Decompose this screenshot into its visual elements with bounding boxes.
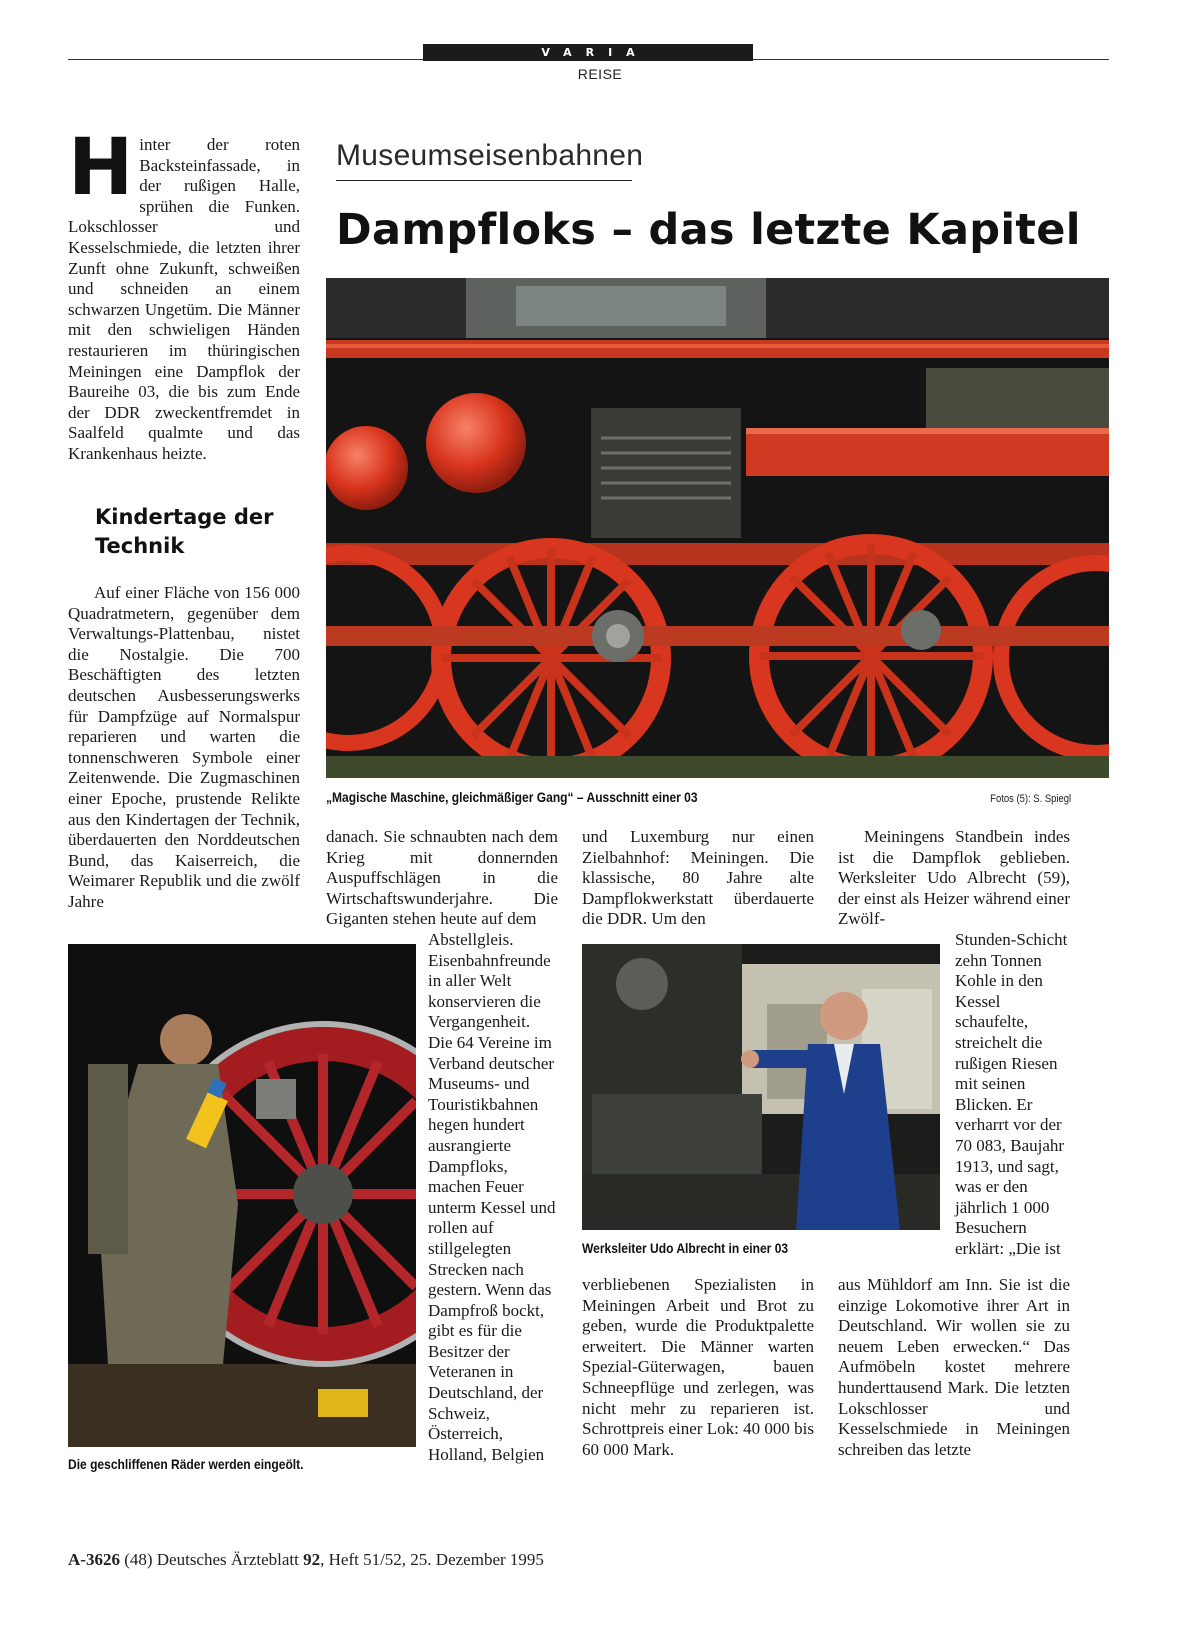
column-2-text-top: danach. Sie schnaubten nach dem Krieg mit donnernden Auspuffschlägen in die Wirtschaftswunderjahre. Die Giganten stehen heute auf dem (326, 827, 558, 929)
article-kicker: Museumseisenbahnen (336, 139, 644, 172)
column-4-text-bottom: aus Mühldorf am Inn. Sie ist die einzige Lokomotive ihrer Art in Deutschland. Wir wollen sie zu neuem Leben erwecken.“ Das Aufmöbeln kostet mehrere hunderttausend Mark. Die letzten Lokschlosser und Kesselschmiede in Meiningen schreiben das letzte (838, 1275, 1070, 1459)
column-4-text-middle: Stunden-Schicht zehn Tonnen Kohle in den Kessel schaufelte, streichelt die rußigen Riesen mit seinen Blicken. Er verharrt vor der 70 083, Baujahr 1913, und sagt, was er den jährlich 1 000 Besuchern erklärt: „Die ist (955, 930, 1068, 1258)
main-photo-caption: „Magische Maschine, gleichmäßiger Gang“ – Ausschnitt einer 03 (326, 789, 698, 805)
photo-works-manager (582, 944, 940, 1230)
column-3-text-top: und Luxemburg nur einen Zielbahnhof: Meiningen. Die klassische, 80 Jahre alte Dampflokwerkstatt überdauerte die DDR. Um den (582, 827, 814, 929)
column-4-text-top: Meiningens Standbein indes ist die Dampflok geblieben. Werksleiter Udo Albrecht (59), der einst als Heizer während einer Zwölf- (838, 827, 1070, 929)
wheel-photo-caption: Die geschliffenen Räder werden eingeölt. (68, 1456, 304, 1472)
photo-wheel-oiling (68, 944, 416, 1447)
page-number: A-3626 (68, 1550, 120, 1569)
column-2-text-bottom: Abstellgleis. Eisenbahnfreunde in aller Welt konservieren die Vergangenheit. Die 64 Vereine im Verband deutscher Museums- und Touristikbahnen hegen hundert ausrangierte Dampfloks, machen Feuer unterm Kessel und rollen auf stillgelegten Strecken nach gestern. Wenn das Dampfroß bockt, gibt es für die Besitzer der Veteranen in Deutschland, der Schweiz, Österreich, Holland, Belgien (428, 930, 556, 1464)
worker-wheel-illustration (68, 944, 416, 1447)
section-label: VARIA (423, 44, 753, 61)
column-3-text-bottom: verbliebenen Spezialisten in Meiningen Arbeit und Brot zu geben, wurde die Produktpalette erweitert. Die Männer warten Spezial-Güterwagen, bauen Schneepflüge und zerlegen, was nicht mehr zu reparieren ist. Schrottpreis einer Lok: 40 000 bis 60 000 Mark. (582, 1275, 814, 1459)
journal-issue-date: , Heft 51/52, 25. Dezember 1995 (320, 1550, 544, 1569)
column-1-text: Auf einer Fläche von 156 000 Quadratmetern, gegenüber dem Verwaltungs-Plattenbau, nistet die Nostalgie. Die 700 Beschäftigten des letzten deutschen Ausbesserungswerks für Dampfzüge auf Normalspur reparieren und warten die tonnenschweren Symbole einer Zeitenwende. Die Zugmaschinen einer Epoche, prustende Relikte aus den Kindertagen der Technik, überdauerten den Norddeutschen Bund, das Kaiserreich, die Weimarer Republik und die zwölf Jahre (68, 583, 300, 911)
drop-cap: H (68, 123, 134, 213)
intro-text: inter der roten Backsteinfassade, in der rußigen Halle, sprühen die Funken. Lokschlosser und Kesselschmiede, die letzten ihrer Zunft ohne Zukunft, schweißen und schneiden an einem schwarzen Ungetüm. Die Männer mit den schwieligen Händen restaurieren im thüringischen Meiningen eine Dampflok der Baureihe 03, die bis zum Ende der DDR zweckentfremdet in Saalfeld qualmte und das Krankenhaus heizte. (68, 135, 300, 463)
main-photo-locomotive (326, 278, 1109, 778)
manager-photo-caption: Werksleiter Udo Albrecht in einer 03 (582, 1240, 789, 1256)
manager-illustration (582, 944, 940, 1230)
photo-credit: Fotos (5): S. Spiegl (990, 793, 1071, 805)
journal-issue-prefix: (48) Deutsches Ärzteblatt (124, 1550, 299, 1569)
article-title: Dampfloks – das letzte Kapitel (336, 205, 1081, 255)
intro-paragraph (68, 123, 300, 465)
journal-volume: 92 (303, 1550, 321, 1569)
page-footer (68, 1550, 544, 1570)
kicker-rule (336, 180, 632, 181)
subsection-label: REISE (577, 66, 623, 82)
subheading: Kindertage der Technik (95, 505, 274, 558)
locomotive-wheels-illustration (326, 278, 1109, 778)
